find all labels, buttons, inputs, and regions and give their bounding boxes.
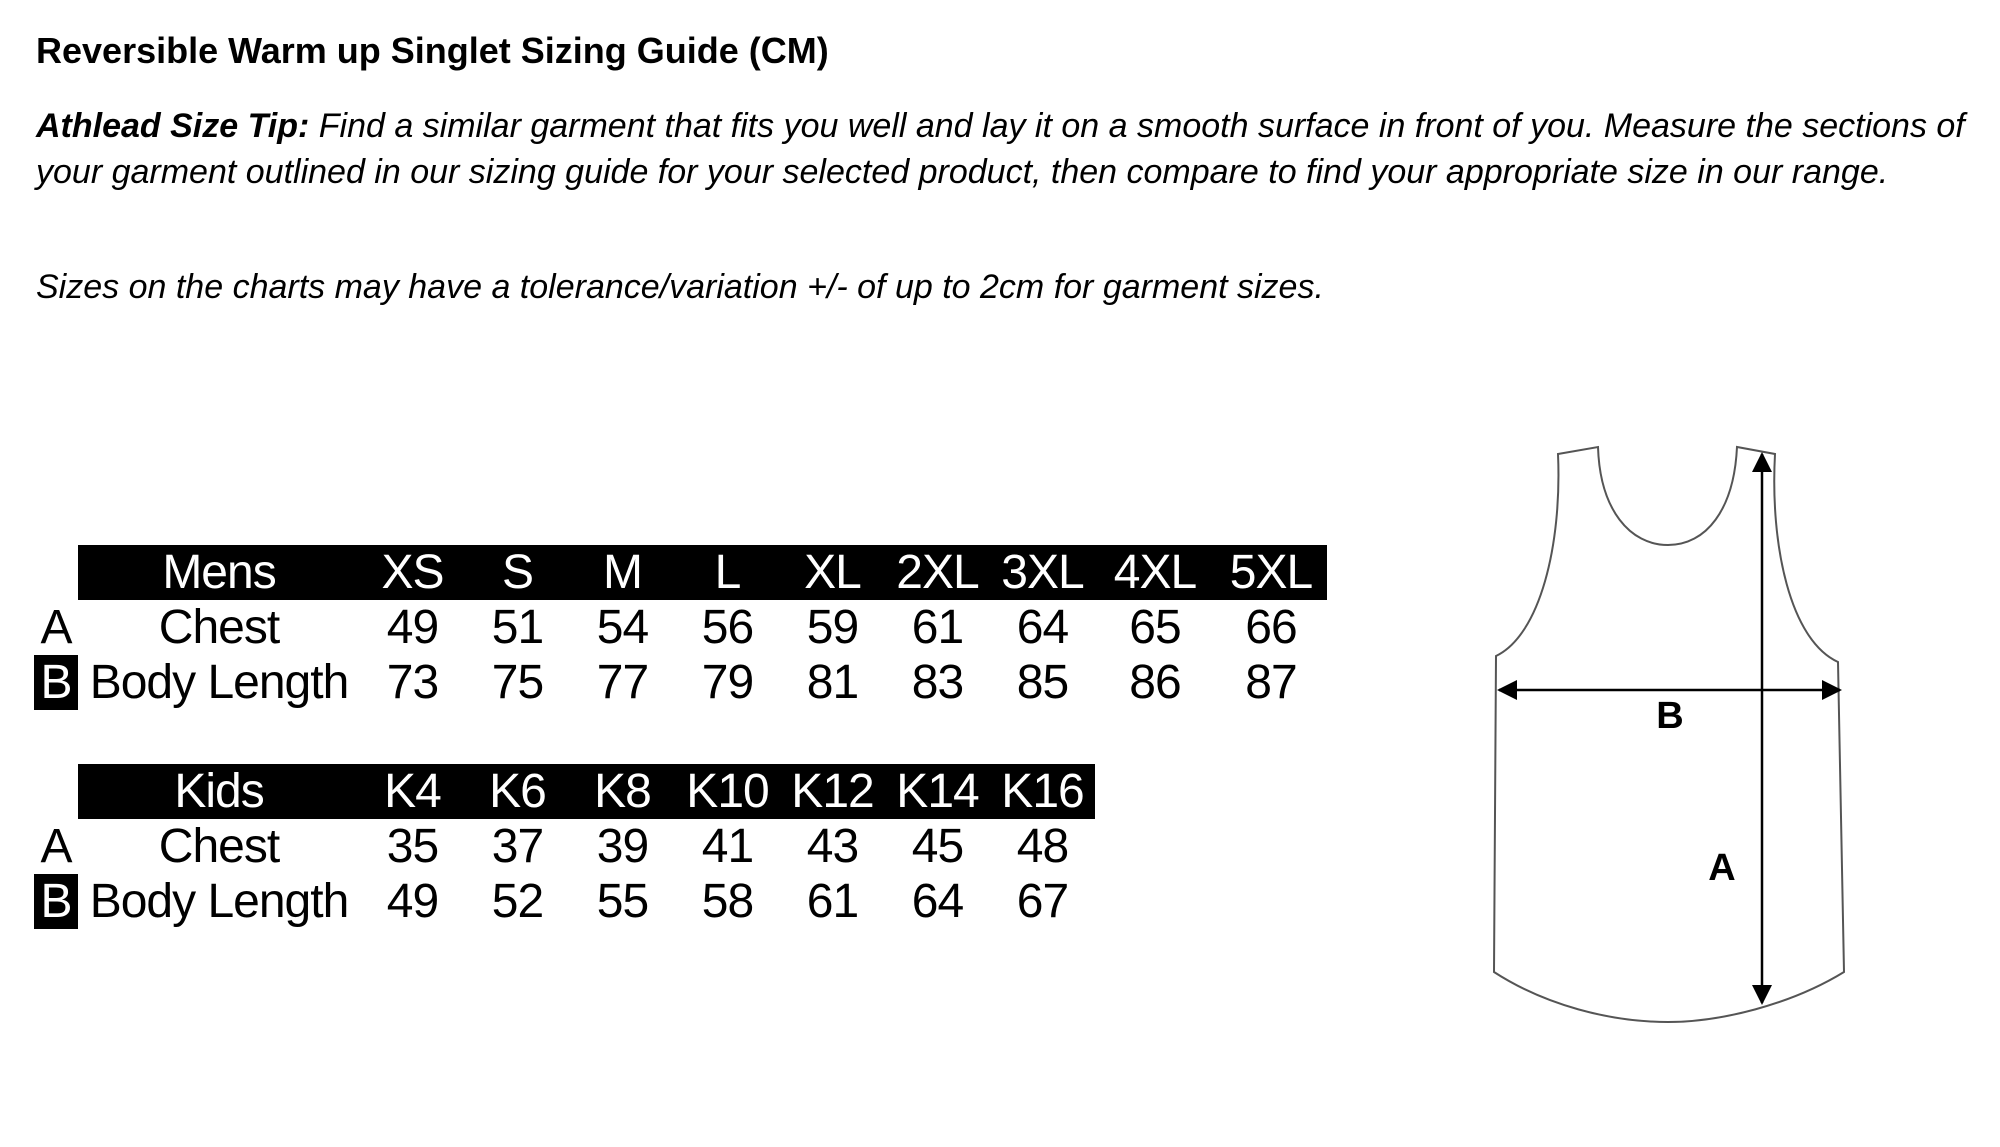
- table-cell: 52: [491, 875, 544, 928]
- table-cell: 61: [806, 875, 859, 928]
- mens-size-table: [34, 545, 1327, 710]
- table-cell: 83: [911, 656, 964, 709]
- table-cell: 79: [701, 656, 754, 709]
- table-cell: 67: [1016, 875, 1069, 928]
- mens-size-l: L: [675, 545, 780, 600]
- mens-size-xs: XS: [360, 545, 465, 600]
- table-cell: 51: [491, 601, 544, 654]
- table-cell: 49: [386, 601, 439, 654]
- table-cell: 58: [701, 875, 754, 928]
- mens-size-5xl: 5XL: [1215, 545, 1327, 600]
- kids-chest-label: Chest: [158, 820, 280, 873]
- size-tip-text: Find a similar garment that fits you well and lay it on a smooth surface in front of you. Measure the sections of your garment outlined in our sizing guide for your selected product, then compare to find your appropriate size in our range.: [36, 107, 1965, 191]
- header-spacer: [34, 545, 78, 600]
- table-cell: 54: [596, 601, 649, 654]
- kids-size-k4: K4: [360, 764, 465, 819]
- mens-size-s: S: [465, 545, 570, 600]
- mens-length-label: Body Length: [89, 656, 349, 709]
- table-cell: 37: [491, 820, 544, 873]
- table-cell: 87: [1245, 656, 1297, 709]
- table-cell: 64: [1016, 601, 1069, 654]
- kids-size-k8: K8: [570, 764, 675, 819]
- measure-key-b: B: [34, 655, 78, 710]
- mens-size-4xl: 4XL: [1095, 545, 1215, 600]
- table-cell: 39: [596, 820, 649, 873]
- table-cell: 75: [491, 656, 544, 709]
- singlet-diagram: [1480, 440, 1860, 1040]
- mens-size-m: M: [570, 545, 675, 600]
- mens-header-row: [34, 545, 1327, 600]
- table-cell: 49: [386, 875, 439, 928]
- mens-header-label: Mens: [78, 545, 360, 600]
- table-cell: 45: [911, 820, 964, 873]
- table-cell: 41: [701, 820, 754, 873]
- measure-key-b: B: [34, 874, 78, 929]
- table-cell: 73: [386, 656, 439, 709]
- measure-key-a: A: [40, 820, 72, 873]
- table-cell: 65: [1129, 601, 1181, 654]
- kids-size-k10: K10: [675, 764, 780, 819]
- table-cell: 35: [386, 820, 439, 873]
- table-cell: 66: [1245, 601, 1297, 654]
- size-tip-label: Athlead Size Tip:: [36, 107, 310, 145]
- kids-size-k14: K14: [885, 764, 990, 819]
- kids-size-k12: K12: [780, 764, 885, 819]
- diagram-label-b: B: [1656, 695, 1684, 737]
- kids-length-row: [34, 874, 1095, 929]
- table-cell: 48: [1016, 820, 1069, 873]
- mens-size-3xl: 3XL: [990, 545, 1095, 600]
- kids-size-k6: K6: [465, 764, 570, 819]
- table-cell: 59: [806, 601, 859, 654]
- tolerance-note: Sizes on the charts may have a tolerance/variation +/- of up to 2cm for garment sizes.: [36, 268, 1324, 306]
- header-spacer: [34, 764, 78, 819]
- table-cell: 85: [1016, 656, 1069, 709]
- page-title: Reversible Warm up Singlet Sizing Guide (CM): [36, 30, 829, 71]
- diagram-label-a: A: [1708, 847, 1736, 889]
- kids-header-row: [34, 764, 1095, 819]
- kids-size-table: [34, 764, 1095, 929]
- table-cell: 64: [911, 875, 964, 928]
- table-cell: 81: [806, 656, 859, 709]
- mens-size-xl: XL: [780, 545, 885, 600]
- table-cell: 61: [911, 601, 964, 654]
- table-cell: 77: [596, 656, 649, 709]
- kids-length-label: Body Length: [89, 875, 349, 928]
- table-cell: 56: [701, 601, 754, 654]
- kids-size-k16: K16: [990, 764, 1095, 819]
- size-tip: [36, 103, 1986, 195]
- measure-key-a: A: [40, 601, 72, 654]
- kids-chest-row: [34, 819, 1095, 874]
- mens-chest-row: [34, 600, 1327, 655]
- table-cell: 55: [596, 875, 649, 928]
- mens-chest-label: Chest: [158, 601, 280, 654]
- kids-header-label: Kids: [78, 764, 360, 819]
- table-cell: 86: [1129, 656, 1181, 709]
- mens-length-row: [34, 655, 1327, 710]
- mens-size-2xl: 2XL: [885, 545, 990, 600]
- table-cell: 43: [806, 820, 859, 873]
